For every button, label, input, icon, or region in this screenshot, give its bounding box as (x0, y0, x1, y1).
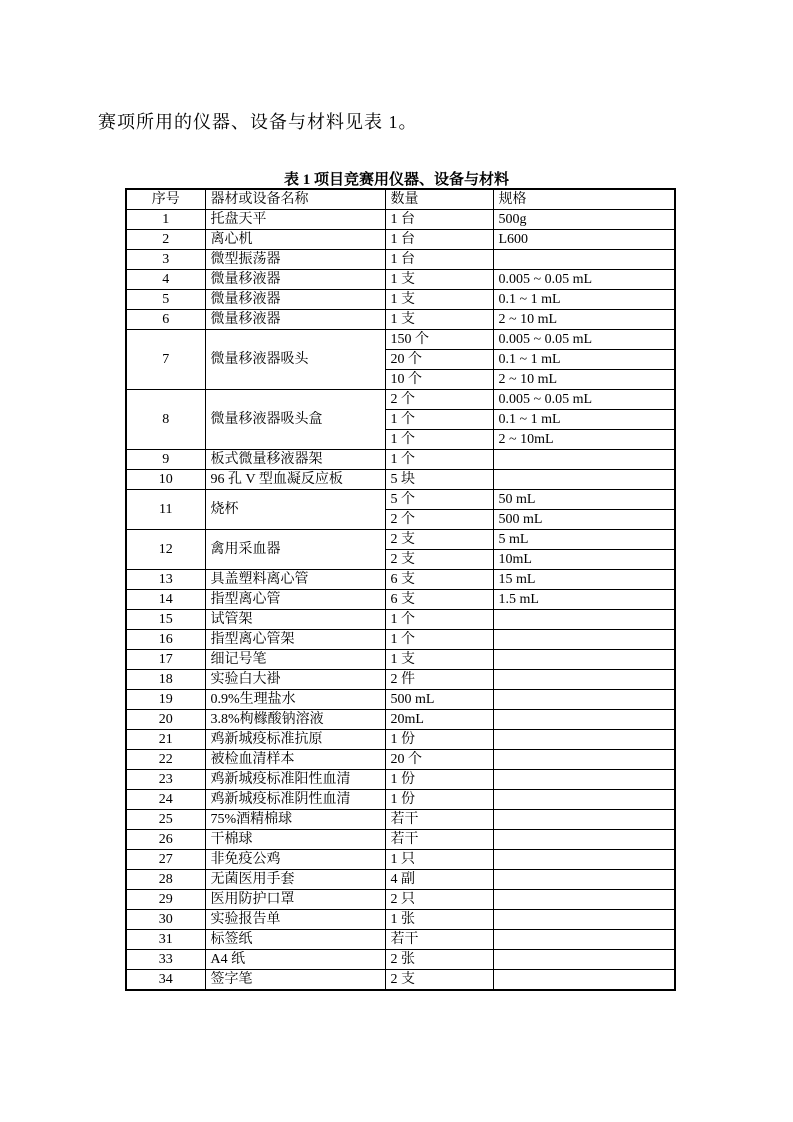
cell-name: 托盘天平 (205, 210, 385, 230)
cell-name: 医用防护口罩 (205, 890, 385, 910)
header-no: 序号 (126, 189, 205, 210)
table-row (126, 250, 675, 270)
cell-qty: 2 只 (385, 890, 493, 910)
cell-no: 4 (126, 270, 205, 290)
cell-no: 25 (126, 810, 205, 830)
cell-name: 微量移液器 (205, 310, 385, 330)
cell-qty: 1 支 (385, 290, 493, 310)
cell-qty: 1 张 (385, 910, 493, 930)
cell-spec (493, 830, 675, 850)
cell-spec: 0.005 ~ 0.05 mL (493, 390, 675, 410)
cell-name: 鸡新城疫标准抗原 (205, 730, 385, 750)
cell-no: 5 (126, 290, 205, 310)
cell-spec (493, 670, 675, 690)
cell-qty: 10 个 (385, 370, 493, 390)
table-row (126, 850, 675, 870)
cell-spec (493, 950, 675, 970)
equipment-table (125, 188, 676, 991)
table-row (126, 770, 675, 790)
cell-name: 指型离心管 (205, 590, 385, 610)
cell-no: 26 (126, 830, 205, 850)
cell-qty: 1 台 (385, 210, 493, 230)
cell-no: 3 (126, 250, 205, 270)
cell-spec: 50 mL (493, 490, 675, 510)
cell-spec: 500g (493, 210, 675, 230)
cell-no: 34 (126, 970, 205, 991)
cell-no: 6 (126, 310, 205, 330)
table-row (126, 490, 675, 510)
table-row (126, 870, 675, 890)
cell-qty: 500 mL (385, 690, 493, 710)
cell-name: 96 孔 V 型血凝反应板 (205, 470, 385, 490)
cell-name: 干棉球 (205, 830, 385, 850)
cell-qty: 2 支 (385, 530, 493, 550)
cell-name: 实验报告单 (205, 910, 385, 930)
cell-name: A4 纸 (205, 950, 385, 970)
cell-qty: 1 支 (385, 650, 493, 670)
cell-spec (493, 770, 675, 790)
cell-no: 21 (126, 730, 205, 750)
table-row (126, 790, 675, 810)
table-row (126, 290, 675, 310)
cell-name: 实验白大褂 (205, 670, 385, 690)
cell-spec (493, 850, 675, 870)
cell-qty: 6 支 (385, 590, 493, 610)
header-name: 器材或设备名称 (205, 189, 385, 210)
table-row (126, 630, 675, 650)
cell-qty: 1 份 (385, 770, 493, 790)
cell-spec: 2 ~ 10 mL (493, 310, 675, 330)
cell-qty: 1 支 (385, 270, 493, 290)
table-row (126, 230, 675, 250)
cell-no: 16 (126, 630, 205, 650)
cell-no: 7 (126, 330, 205, 390)
cell-no: 33 (126, 950, 205, 970)
cell-spec (493, 810, 675, 830)
cell-qty: 1 份 (385, 790, 493, 810)
cell-no: 2 (126, 230, 205, 250)
cell-name: 签字笔 (205, 970, 385, 991)
cell-spec (493, 750, 675, 770)
cell-qty: 若干 (385, 930, 493, 950)
cell-qty: 若干 (385, 830, 493, 850)
cell-name: 鸡新城疫标准阳性血清 (205, 770, 385, 790)
cell-no: 13 (126, 570, 205, 590)
cell-qty: 20mL (385, 710, 493, 730)
cell-name: 微量移液器 (205, 290, 385, 310)
cell-spec (493, 250, 675, 270)
cell-spec (493, 790, 675, 810)
cell-spec: 0.1 ~ 1 mL (493, 290, 675, 310)
cell-name: 被检血清样本 (205, 750, 385, 770)
cell-no: 31 (126, 930, 205, 950)
header-spec: 规格 (493, 189, 675, 210)
table-row (126, 750, 675, 770)
cell-qty: 1 个 (385, 450, 493, 470)
cell-no: 28 (126, 870, 205, 890)
cell-spec (493, 630, 675, 650)
cell-spec: L600 (493, 230, 675, 250)
cell-no: 24 (126, 790, 205, 810)
cell-qty: 2 个 (385, 510, 493, 530)
cell-spec (493, 890, 675, 910)
cell-qty: 1 台 (385, 250, 493, 270)
cell-name: 离心机 (205, 230, 385, 250)
cell-spec: 2 ~ 10 mL (493, 370, 675, 390)
cell-name: 板式微量移液器架 (205, 450, 385, 470)
cell-qty: 4 副 (385, 870, 493, 890)
cell-qty: 20 个 (385, 350, 493, 370)
table-row (126, 970, 675, 991)
table-row (126, 610, 675, 630)
table-row (126, 470, 675, 490)
cell-no: 19 (126, 690, 205, 710)
table-row (126, 930, 675, 950)
cell-spec (493, 610, 675, 630)
table-row (126, 530, 675, 550)
cell-name: 微量移液器 (205, 270, 385, 290)
cell-name: 指型离心管架 (205, 630, 385, 650)
table-row (126, 270, 675, 290)
table-row (126, 390, 675, 410)
cell-spec (493, 450, 675, 470)
cell-spec (493, 730, 675, 750)
header-row (126, 189, 675, 210)
cell-spec (493, 690, 675, 710)
cell-qty: 20 个 (385, 750, 493, 770)
cell-qty: 若干 (385, 810, 493, 830)
cell-qty: 2 张 (385, 950, 493, 970)
table-row (126, 690, 675, 710)
cell-spec: 5 mL (493, 530, 675, 550)
cell-name: 标签纸 (205, 930, 385, 950)
table-row (126, 310, 675, 330)
cell-no: 10 (126, 470, 205, 490)
cell-name: 微量移液器吸头盒 (205, 390, 385, 450)
table-row (126, 210, 675, 230)
cell-no: 27 (126, 850, 205, 870)
cell-spec: 2 ~ 10mL (493, 430, 675, 450)
cell-spec: 0.005 ~ 0.05 mL (493, 330, 675, 350)
cell-name: 3.8%枸橼酸钠溶液 (205, 710, 385, 730)
cell-name: 细记号笔 (205, 650, 385, 670)
table-row (126, 910, 675, 930)
cell-qty: 1 台 (385, 230, 493, 250)
cell-no: 20 (126, 710, 205, 730)
table-row (126, 650, 675, 670)
cell-spec: 15 mL (493, 570, 675, 590)
cell-no: 1 (126, 210, 205, 230)
cell-name: 微量移液器吸头 (205, 330, 385, 390)
cell-name: 75%酒精棉球 (205, 810, 385, 830)
cell-name: 0.9%生理盐水 (205, 690, 385, 710)
cell-spec: 500 mL (493, 510, 675, 530)
cell-no: 9 (126, 450, 205, 470)
cell-qty: 1 个 (385, 430, 493, 450)
cell-no: 11 (126, 490, 205, 530)
cell-spec (493, 970, 675, 991)
cell-qty: 2 件 (385, 670, 493, 690)
cell-spec (493, 930, 675, 950)
cell-no: 18 (126, 670, 205, 690)
cell-qty: 150 个 (385, 330, 493, 350)
header-qty: 数量 (385, 189, 493, 210)
table-row (126, 730, 675, 750)
table-row (126, 590, 675, 610)
intro-paragraph: 赛项所用的仪器、设备与材料见表 1。 (98, 112, 418, 132)
cell-qty: 5 块 (385, 470, 493, 490)
cell-spec: 10mL (493, 550, 675, 570)
cell-spec (493, 870, 675, 890)
cell-name: 无菌医用手套 (205, 870, 385, 890)
cell-no: 17 (126, 650, 205, 670)
table-row (126, 810, 675, 830)
cell-name: 试管架 (205, 610, 385, 630)
table-row (126, 710, 675, 730)
cell-no: 23 (126, 770, 205, 790)
cell-name: 具盖塑料离心管 (205, 570, 385, 590)
cell-spec (493, 710, 675, 730)
cell-name: 鸡新城疫标准阴性血清 (205, 790, 385, 810)
cell-qty: 1 支 (385, 310, 493, 330)
table-row (126, 670, 675, 690)
cell-qty: 5 个 (385, 490, 493, 510)
cell-qty: 2 个 (385, 390, 493, 410)
cell-no: 14 (126, 590, 205, 610)
cell-spec: 0.1 ~ 1 mL (493, 350, 675, 370)
cell-spec: 1.5 mL (493, 590, 675, 610)
table-body (126, 189, 675, 990)
table-row (126, 950, 675, 970)
cell-no: 22 (126, 750, 205, 770)
cell-qty: 1 个 (385, 610, 493, 630)
cell-qty: 1 个 (385, 410, 493, 430)
cell-qty: 1 份 (385, 730, 493, 750)
table-row (126, 570, 675, 590)
cell-no: 30 (126, 910, 205, 930)
cell-name: 禽用采血器 (205, 530, 385, 570)
cell-qty: 2 支 (385, 550, 493, 570)
cell-qty: 1 个 (385, 630, 493, 650)
cell-no: 29 (126, 890, 205, 910)
cell-name: 烧杯 (205, 490, 385, 530)
cell-name: 微型振荡器 (205, 250, 385, 270)
cell-no: 12 (126, 530, 205, 570)
cell-no: 15 (126, 610, 205, 630)
cell-qty: 1 只 (385, 850, 493, 870)
cell-spec: 0.005 ~ 0.05 mL (493, 270, 675, 290)
cell-qty: 2 支 (385, 970, 493, 991)
cell-spec: 0.1 ~ 1 mL (493, 410, 675, 430)
table-row (126, 890, 675, 910)
cell-no: 8 (126, 390, 205, 450)
table-row (126, 330, 675, 350)
cell-qty: 6 支 (385, 570, 493, 590)
cell-name: 非免疫公鸡 (205, 850, 385, 870)
cell-spec (493, 650, 675, 670)
table-caption: 表 1 项目竞赛用仪器、设备与材料 (283, 172, 509, 188)
table-row (126, 450, 675, 470)
cell-spec (493, 910, 675, 930)
table-row (126, 830, 675, 850)
cell-spec (493, 470, 675, 490)
